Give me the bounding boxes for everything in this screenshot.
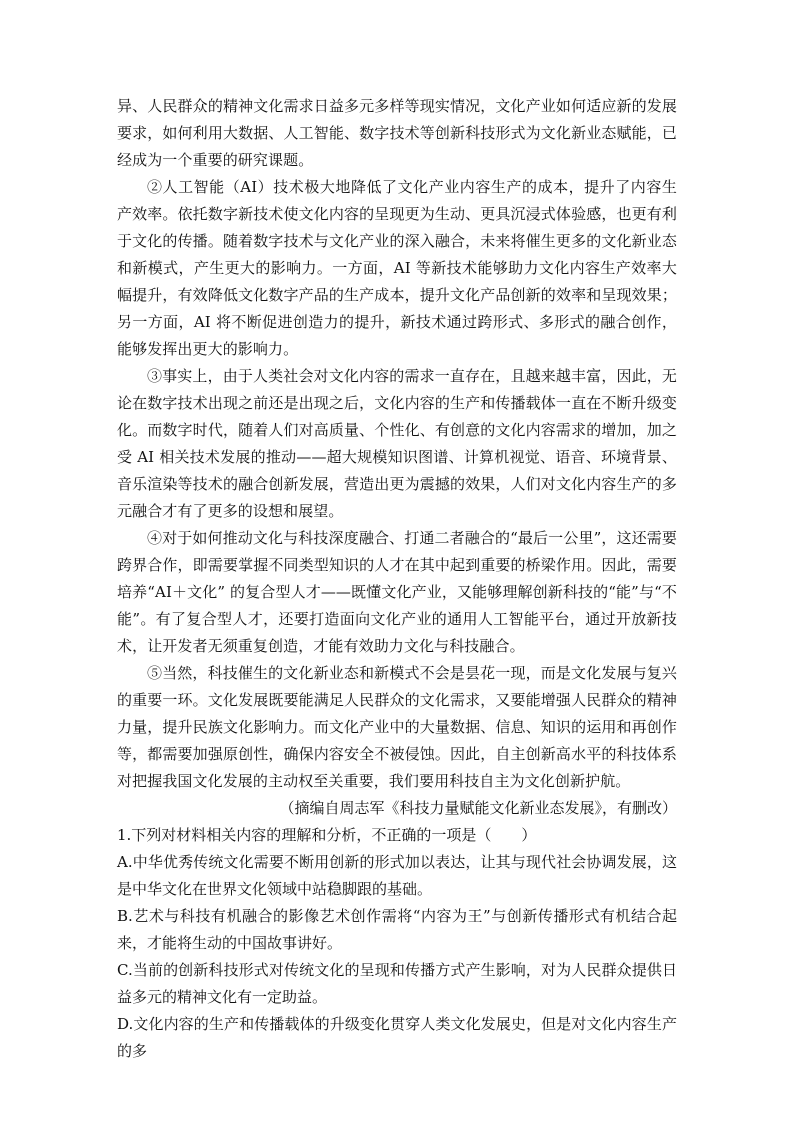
question-option-a: A.中华优秀传统文化需要不断用创新的形式加以表达，让其与现代社会协调发展，这是中华文化在世界文化领域中站稳脚跟的基础。	[117, 853, 677, 898]
article-paragraph-2: ②人工智能（AI）技术极大地降低了文化产业内容生产的成本，提升了内容生产效率。依托数字新技术使文化内容的呈现更为生动、更具沉浸式体验感，也更有利于文化的传播。随着数字技术与文化产业的深入融合，未来将催生更多的文化新业态和新模式，产生更大的影响力。一方面，AI 等新技术能够助力文化内容生产效率大幅提升，有效降低文化数字产品的生产成本，提升文化产品创新的效率和呈现效果；另一方面，AI 将不断促进创造力的提升，新技术通过跨形式、多形式的融合创作，能够发挥出更大的影响力。	[117, 178, 677, 358]
question-option-b: B.艺术与科技有机融合的影像艺术创作需将“内容为王”与创新传播形式有机结合起来，才能将生动的中国故事讲好。	[117, 907, 677, 952]
article-paragraph-5: ⑤当然，科技催生的文化新业态和新模式不会是昙花一现，而是文化发展与复兴的重要一环。文化发展既要能满足人民群众的文化需求，又要能增强人民群众的精神力量，提升民族文化影响力。而文化产业中的大量数据、信息、知识的运用和再创作等，都需要加强原创性，确保内容安全不被侵蚀。因此，自主创新高水平的科技体系对把握我国文化发展的主动权至关重要，我们要用科技自主为文化创新护航。	[117, 664, 677, 790]
article-source: （摘编自周志军《科技力量赋能文化新业态发展》，有删改）	[279, 799, 677, 817]
document-content	[117, 93, 677, 1065]
question-stem: 1.下列对材料相关内容的理解和分析，不正确的一项是（ ）	[117, 826, 537, 844]
question-option-c: C.当前的创新科技形式对传统文化的呈现和传播方式产生影响，对为人民群众提供日益多元的精神文化有一定助益。	[117, 961, 677, 1006]
article-paragraph-3: ③事实上，由于人类社会对文化内容的需求一直存在，且越来越丰富，因此，无论在数字技术出现之前还是出现之后，文化内容的生产和传播载体一直在不断升级变化。而数字时代，随着人们对高质量、个性化、有创意的文化内容需求的增加，加之受 AI 相关技术发展的推动——超大规模知识图谱、计算机视觉、语音、环境背景、音乐渲染等技术的融合创新发展，营造出更为震撼的效果，人们对文化内容生产的多元融合才有了更多的设想和展望。	[117, 367, 677, 520]
question-option-d: D.文化内容的生产和传播载体的升级变化贯穿人类文化发展史，但是对文化内容生产的多	[117, 1015, 677, 1060]
article-paragraph-4: ④对于如何推动文化与科技深度融合、打通二者融合的“最后一公里”，这还需要跨界合作，即需要掌握不同类型知识的人才在其中起到重要的桥梁作用。因此，需要培养“AI＋文化” 的复合型人才——既懂文化产业，又能够理解创新科技的“能”与“不能”。有了复合型人才，还要打造面向文化产业的通用人工智能平台，通过开放新技术，让开发者无须重复创造，才能有效助力文化与科技融合。	[117, 529, 677, 655]
article-paragraph-continued: 异、人民群众的精神文化需求日益多元多样等现实情况，文化产业如何适应新的发展要求，如何利用大数据、人工智能、数字技术等创新科技形式为文化新业态赋能，已经成为一个重要的研究课题。	[117, 97, 677, 169]
